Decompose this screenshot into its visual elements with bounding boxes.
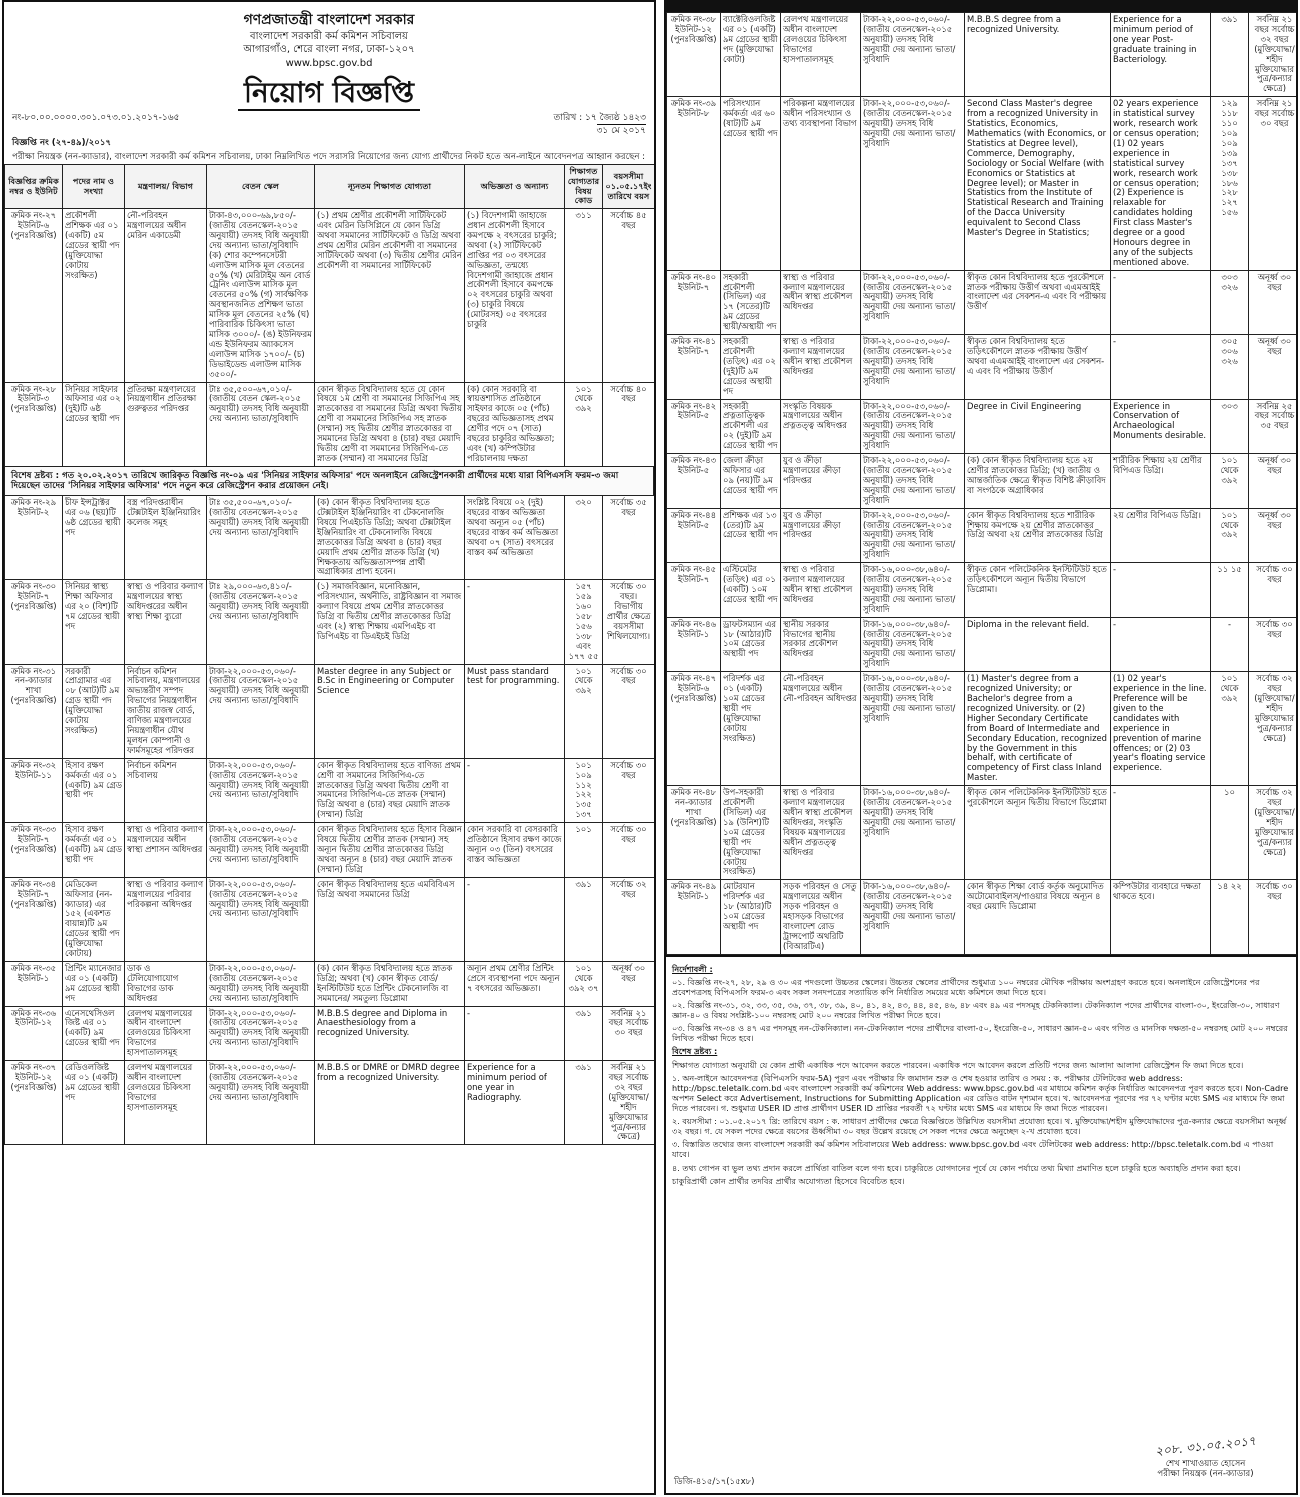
cell-serial: ক্রমিক নং-৪০ ইউনিট-৭ (667, 270, 721, 334)
table-row (5, 961, 655, 1006)
instruction-item: ১. অন-লাইনে আবেদনপত্র (বিপিএসসি ফরম-5A) পূরণ এবং পরীক্ষার ফি জমাদান শুরু ও শেষ হওয়ার তারিখ ও সময় : ক. পরীক্ষার টেলিটকের web address: http://bpsc.teletalk.com.bd এবং বাংলাদেশ সরকারী কর্ম কমিশনের Web address: www.bpsc.gov.bd এর মাধ্যমে কমিশন কর্তৃক নির্ধারিত আবেদনপত্র পূরণ করতে হবে। Non-Cadre অপশন Select করে Advertisement, Instructions for Submitting Application এর রেডিও বাটন দৃশ্যমান হবে। খ. আবেদনপত্র পূরণের পর ৭২ ঘণ্টার মধ্যে SMS এর মাধ্যমে ফি জমা দিতে পারবেন। গ. শুধুমাত্র USER ID প্রাপ্ত প্রার্থীগণ USER ID প্রাপ্তির পরবর্তী ৭২ ঘণ্টার মধ্যে SMS এর মাধ্যমে ফি জমা দিতে পারবেন। (672, 1072, 1289, 1113)
table-row (667, 335, 1299, 399)
table-row (667, 97, 1299, 270)
cell-ministry: নির্বাচন কমিশন সচিবালয়, মন্ত্রণালয়ের অভ্যন্তরীণ সম্পদ বিভাগের নিয়ন্ত্রণাধীন জাতীয় রাজস্ব বোর্ড, বাণিজ্য মন্ত্রণালয়ের নিয়ন্ত্রণাধীন যৌথ মূলধন কোম্পানী ও ফার্মসমূহের পরিদপ্তর (125, 664, 207, 758)
cell-ministry: স্বাস্থ্য ও পরিবার কল্যাণ মন্ত্রণালয়ের অধীন স্বাস্থ্য প্রকৌশল অধিদপ্তর, সংস্কৃতি বিষয়ক মন্ত্রণালয়ের অধীন প্রত্নতত্ত্ব অধিদপ্তর (781, 786, 861, 880)
cell-post: সহকারী প্রকৌশলী (সিভিল) এর ১৭ (সতের)টি ৯ম গ্রেডের স্থায়ী/অস্থায়ী পদ (721, 270, 781, 334)
cell-exp: ২য় শ্রেণীর বিপিএড ডিগ্রি। (1111, 508, 1211, 563)
cell-edu: M.B.B.S degree and Diploma in Anaesthesiology from a recognized University. (315, 1006, 465, 1061)
cell-post: এস্টিমেটর (তড়িৎ) এর ০১ (একটি) ১০ম গ্রেডের স্থায়ী পদ (721, 563, 781, 618)
cell-exp: - (465, 758, 565, 822)
cell-edu: (১) সমাজবিজ্ঞান, মনোবিজ্ঞান, পরিসংখ্যান, অর্থনীতি, রাষ্ট্রবিজ্ঞান বা সমাজ কল্যাণ বিষয়ে প্রথম শ্রেণীর স্নাতকোত্তর ডিগ্রি বা দ্বিতীয় শ্রেণীর স্নাতকোত্তর ডিগ্রি এবং (২) স্বাস্থ্য শিক্ষায় এমপিএইচ বা ডিপিএইচ বা ডিএইচই ডিগ্রি (315, 580, 465, 664)
cell-code: ১৫৭ ১৫৯ ১৬০ ১৫৮ ১৫৬ ১৩৮ এবং ১৭৭ ৫৫ (565, 580, 603, 664)
cell-pay: টাকা-১৬,০০০-৩৮,৬৪০/- (জাতীয় বেতনস্কেল-২০১৫ অনুযায়ী) তদসহ বিধি অনুযায়ী দেয় অন্যান্য ভাতা/সুবিধাদি (861, 672, 965, 786)
cell-code: ৩৯১ (565, 1006, 603, 1061)
cell-serial: ক্রমিক নং-৩৫ ইউনিট-১ (5, 961, 63, 1006)
cell-post: রেডিওলজিষ্ট এর ০১ (একটি) ৯ম গ্রেডের স্থায়ী পদ (63, 1061, 125, 1145)
table-row (667, 617, 1299, 672)
cell-post: সিনিয়র সাইফার অফিসার এর ০২ (দুই)টি ৬ষ্ঠ গ্রেডের স্থায়ী পদ (63, 382, 125, 466)
cell-edu: Master degree in any Subject or B.Sc in Engineering or Computer Science (315, 664, 465, 758)
cell-exp: - (1111, 786, 1211, 880)
cell-edu: কোন স্বীকৃত বিশ্ববিদ্যালয় হতে হিসাব বিজ্ঞান বিষয়ে দ্বিতীয় শ্রেণীর স্নাতক (সম্মান) সহ অন্যূন দ্বিতীয় শ্রেণীর স্নাতকোত্তর ডিগ্রি অথবা অন্যূন ৪ (চার) বছর মেয়াদি স্নাতক (সম্মান) ডিগ্রি (315, 823, 465, 878)
cell-pay: টাকা-২২,০০০-৫৩,০৬০/- (জাতীয় বেতনস্কেল-২০১৫ অনুযায়ী) তদসহ বিধি অনুযায়ী দেয় অন্যান্য ভাতা/সুবিধাদি (861, 270, 965, 334)
cell-exp: কোন সরকারি বা বেসরকারি প্রতিষ্ঠানে হিসাব রক্ষণ কাজে অন্যূন ০৩ (তিন) বৎসরের বাস্তব অভিজ্ঞতা (465, 823, 565, 878)
cell-age: সর্বোচ্চ ৩০ বছর (603, 664, 655, 758)
cell-age: সর্বোচ্চ ৩০ বছর। বিভাগীয় প্রার্থীর ক্ষেত্রে বয়সসীমা শিথিলযোগ্য। (603, 580, 655, 664)
table-row (5, 580, 655, 664)
cell-serial: ক্রমিক নং-৩২ ইউনিট-১১ (5, 758, 63, 822)
cell-edu: কোন স্বীকৃত বিশ্ববিদ্যালয় হতে শারীরিক শিক্ষায় কমপক্ষে ২য় শ্রেণীর স্নাতকোত্তর ডিগ্রি অথবা ২য় শ্রেণীর স্নাতকোত্তর ডিগ্রি (965, 508, 1111, 563)
cell-age: সর্বনিম্ন ২১ বছর সর্বোচ্চ ৩২ বছর (মুক্তিযোদ্ধা/শহীদ মুক্তিযোদ্ধার পুত্র/কন্যার ক্ষেত্রে) (1249, 13, 1299, 97)
cell-post: সহকারী প্রকৌশলী (তড়িৎ) এর ০২ (দুই)টি ৯ম গ্রেডের অস্থায়ী পদ (721, 335, 781, 399)
table-row (667, 563, 1299, 618)
cell-pay: টাকা-১৬,০০০-৩৮,৬৪০/- (জাতীয় বেতনস্কেল-২০১৫ অনুযায়ী) তদসহ বিধি অনুযায়ী দেয় অন্যান্য ভাতা/সুবিধাদি (861, 880, 965, 954)
posts-table-left-2 (4, 495, 655, 1145)
cell-edu: স্বীকৃত কোন পলিটেকনিক ইনস্টিটিউট হতে তড়িৎকৌশলে অন্যূন দ্বিতীয় বিভাগে ডিপ্লোমা। (965, 563, 1111, 618)
cell-exp: - (1111, 335, 1211, 399)
cell-post: সহকারী প্রত্নতাত্ত্বিক প্রকৌশলী এর ০২ (দুই)টি ৯ম গ্রেডের স্থায়ী পদ (721, 399, 781, 454)
cell-ministry: নৌ-পরিবহন মন্ত্রণালয়ের অধীন নৌ-পরিবহন অধিদপ্তর (781, 672, 861, 786)
cell-serial: ক্রমিক নং-২৭ ইউনিট-৬ (পুনঃবিজ্ঞপ্তি) (5, 209, 63, 382)
cell-ministry: নৌ-পরিবহন মন্ত্রণালয়ের অধীন মেরিন একাডেমী (125, 209, 207, 382)
cell-age: সর্বোচ্চ ৩০ বছর (1249, 880, 1299, 954)
cell-exp: (1) 02 year's experience in the line. Preference will be given to the candidates with experience in prevention of marine offences; or (2) 03 year's floating service experience. (1111, 672, 1211, 786)
cell-edu: M.B.B.S degree from a recognized University. (965, 13, 1111, 97)
cell-code: ১০১ থেকে ৩৯২ (565, 382, 603, 466)
cell-edu: স্বীকৃত কোন বিশ্ববিদ্যালয় হতে পুরকৌশলে স্নাতক পরীক্ষায় উত্তীর্ণ অথবা এএমআইই বাংলাদেশ এর সেকশন-এ এবং বি পরীক্ষায় উত্তীর্ণ (965, 270, 1111, 334)
date-bengali: ১৭ জ্যৈষ্ঠ ১৪২৩ (585, 112, 646, 123)
cell-age: সর্বোচ্চ ৪০ বছর (603, 382, 655, 466)
cell-age: সর্বনিম্ন ২৫ বছর সর্বোচ্চ ৩৫ বছর (1249, 399, 1299, 454)
cell-code: ১০১ থেকে ৩৯২ (1211, 508, 1249, 563)
cell-age: অনূর্ধ্ব ৩০ বছর (1249, 508, 1299, 563)
cell-ministry: সড়ক পরিবহন ও সেতু মন্ত্রণালয়ের অধীন সড়ক পরিবহন ও মহাসড়ক বিভাগের বাংলাদেশ রোড ট্রান্সপোর্ট অথরিটি (বিআরটিএ) (781, 880, 861, 954)
instructions-list (672, 977, 1290, 1044)
cell-pay: টাকা-১৬,০০০-৩৮,৬৪০/- (জাতীয় বেতনস্কেল-২০১৫ অনুযায়ী) তদসহ বিধি অনুযায়ী দেয় অন্যান্য ভাতা/সুবিধাদি (861, 563, 965, 618)
cell-serial: ক্রমিক নং-৩৯ ইউনিট-৮ (667, 97, 721, 270)
cell-ministry: রেলপথ মন্ত্রণালয়ের অধীন বাংলাদেশ রেলওয়ের চিকিৎসা বিভাগের হাসপাতালসমূহ (125, 1061, 207, 1145)
cell-exp: - (1111, 270, 1211, 334)
column-header: ন্যূনতম শিক্ষাগত যোগ্যতা (315, 165, 465, 209)
cell-pay: টাঃ ২৯,০০০-৬৩,৪১০/- (জাতীয় বেতনস্কেল-২০১৫ অনুযায়ী) তদসহ বিধি অনুযায়ী দেয় অন্যান্য ভাতা/সুবিধাদি (207, 580, 315, 664)
cell-age: অনূর্ধ্ব ৩০ বছর (1249, 454, 1299, 509)
special-list (672, 1060, 1290, 1186)
intro-text: পরীক্ষা নিয়ন্ত্রক (নন-ক্যাডার), বাংলাদেশ সরকারী কর্ম কমিশন সচিবালয়, ঢাকা নিম্নলিখিত পদে সরাসরি নিয়োগের জন্য যোগ্য প্রার্থীদের নিকট হতে অন-লাইনে আবেদনপত্র আহ্বান করছেন : (12, 152, 646, 163)
table-row (667, 508, 1299, 563)
table-header-row (5, 165, 655, 209)
cell-ministry: স্বাস্থ্য ও পরিবার কল্যাণ মন্ত্রণালয়ের স্বাস্থ্য অধিদপ্তরের অধীন স্বাস্থ্য শিক্ষা ব্যুরো (125, 580, 207, 664)
table-row (667, 786, 1299, 880)
column-header: বেতন স্কেল (207, 165, 315, 209)
cell-post: মোটরযান পরিদর্শক এর ১৮ (আঠার)টি ১০ম গ্রেডের অস্থায়ী পদ (721, 880, 781, 954)
cell-exp: - (465, 1006, 565, 1061)
cell-exp: Experience in Conservation of Archaeological Monuments desirable. (1111, 399, 1211, 454)
cell-pay: টাকা-২২,০০০-৫৩,০৬০/- (জাতীয় বেতনস্কেল-২০১৫ অনুযায়ী) তদসহ বিধি অনুযায়ী দেয় অন্যান্য ভাতা/সুবিধাদি (207, 877, 315, 961)
special-heading: বিশেষ দ্রষ্টব্য : (672, 1046, 718, 1057)
cell-code: - (1211, 617, 1249, 672)
cell-code: ১১ ১৫ (1211, 563, 1249, 618)
cell-exp: (১) বিদেশগামী জাহাজে প্রধান প্রকৌশলী হিসাবে কমপক্ষে ২ বৎসরের চাকুরি; অথবা (২) সার্টিফিকেট প্রাপ্তির পর ০৩ বৎসরের অভিজ্ঞতা, তন্মধ্যে বিদেশগামী জাহাজে প্রধান প্রকৌশলী হিসাবে কমপক্ষে ০২ বৎসরের চাকুরি অথবা (৩) চাকুরি বিষয়ে (মোটরসহ) ০৫ বৎসরের চাকুরি (465, 209, 565, 382)
cell-pay: টাকা-২২,০০০-৫৩,০৬০/- (জাতীয় বেতনস্কেল-২০১৫ অনুযায়ী) তদসহ বিধি অনুযায়ী দেয় অন্যান্য ভাতা/সুবিধাদি (207, 961, 315, 1006)
cell-ministry: সংস্কৃতি বিষয়ক মন্ত্রণালয়ের অধীন প্রত্নতত্ত্ব অধিদপ্তর (781, 399, 861, 454)
special-note: বিশেষ দ্রষ্টব্য : গত ২০.০২.২০১৭ তারিখে জারিকৃত বিজ্ঞপ্তি নং-০৯ এর 'সিনিয়র সাইফার অফিসার' পদে অনলাইনে রেজিস্ট্রেশনকারী প্রার্থীদের মধ্যে যারা বিপিএসসি ফরম-৩ জমা দিয়েছেন তাদের 'সিনিয়র সাইফার অফিসার' পদে নতুন করে রেজিস্ট্রেশন করার প্রয়োজন নেই। (4, 467, 654, 495)
table-row (667, 880, 1299, 954)
cell-serial: ক্রমিক নং-৪৯ ইউনিট-১ (667, 880, 721, 954)
office-name: বাংলাদেশ সরকারী কর্ম কমিশন সচিবালয় (250, 30, 408, 42)
date-box (553, 113, 646, 136)
cell-pay: টাকা-১৬,০০০-৩৮,৬৪০/- (জাতীয় বেতনস্কেল-২০১৫ অনুযায়ী) তদসহ বিধি অনুযায়ী দেয় অন্যান্য ভাতা/সুবিধাদি (861, 617, 965, 672)
cell-code: ১০১ ১০৯ ১১২ ১২২ ১৩৫ ১৩৭ (565, 758, 603, 822)
page-title: নিয়োগ বিজ্ঞপ্তি (4, 76, 654, 109)
table-row (5, 664, 655, 758)
cell-post: সরকারী প্রোগ্রামার এর ০৮ (আট)টি ৯ম গ্রেড স্থায়ী পদ (মুক্তিযোদ্ধা কোটায় সংরক্ষিত) (63, 664, 125, 758)
cell-pay: টাকা-২২,০০০-৫৩,০৬০/- (জাতীয় বেতনস্কেল-২০১৫ অনুযায়ী) তদসহ বিধি অনুযায়ী দেয় অন্যান্য ভাতা/সুবিধাদি (207, 758, 315, 822)
cell-serial: ক্রমিক নং-৩৬ ইউনিট-১২ (5, 1006, 63, 1061)
cell-code: ১০১ থেকে ৩৯২ ৩৭ (565, 961, 603, 1006)
cell-edu: (ক) কোন স্বীকৃত বিশ্ববিদ্যালয় হতে টেক্সটাইল ইঞ্জিনিয়ারিং বা টেকনোলজি বিষয়ে পিএইচডি ডিগ্রি; অথবা টেক্সটাইল ইঞ্জিনিয়ারিং বা টেকনোলজি বিষয়ে স্নাতকোত্তর ডিগ্রি অথবা ৪ (চার) বছর মেয়াদি প্রথম শ্রেণীর স্নাতক ডিগ্রি (খ) শিক্ষকতায় অভিজ্ঞতাসম্পন্ন প্রার্থী অগ্রাধিকার প্রাপ্য হবেন। (315, 496, 465, 580)
cell-exp: Experience for a minimum period of one year in Radiography. (465, 1061, 565, 1145)
table-row (667, 270, 1299, 334)
table-row (667, 13, 1299, 97)
website[interactable]: www.bpsc.gov.bd (285, 58, 373, 70)
ad-number: বিজ্ঞপ্তি নং (২৭-৪৯)/২০১৭ (12, 138, 112, 149)
header (4, 2, 654, 109)
cell-age: সর্বনিম্ন ২১ বছর সর্বোচ্চ ৩০ বছর (603, 1006, 655, 1061)
cell-code: ৩০৩ (1211, 399, 1249, 454)
cell-age: অনূর্ধ্ব ৩০ বছর (1249, 335, 1299, 399)
column-header: বিজ্ঞপ্তির ক্রমিক নম্বর ও ইউনিট (5, 165, 63, 209)
cell-age: সর্বোচ্চ ৩৫ বছর (603, 496, 655, 580)
cell-edu: স্বীকৃত কোন পলিটেকনিক ইনস্টিটিউট হতে পুরকৌশলে অন্যূন দ্বিতীয় বিভাগে ডিপ্লোমা (965, 786, 1111, 880)
cell-code: ১০১ থেকে ৩৯২ (565, 664, 603, 758)
cell-post: প্রিন্টিং ম্যানেজার এর ০১ (একটি) ৯ম গ্রেডের স্থায়ী পদ (63, 961, 125, 1006)
cell-ministry: স্বাস্থ্য ও পরিবার কল্যাণ মন্ত্রণালয়ের অধীন স্বাস্থ্য প্রশাসন অধিদপ্তর (125, 823, 207, 878)
cell-code: ১০১ (565, 823, 603, 878)
cell-serial: ক্রমিক নং-৪৭ ইউনিট-৬ (পুনঃবিজ্ঞপ্তি) (667, 672, 721, 786)
cell-ministry: বস্ত্র পরিদপ্তরাধীন টেক্সটাইল ইঞ্জিনিয়ারিং কলেজ সমূহ (125, 496, 207, 580)
cell-edu: কোন স্বীকৃত বিশ্ববিদ্যালয় হতে যে কোন বিষয়ে ১ম শ্রেণী বা সমমানের সিজিপিএ সহ স্নাতকোত্তর বা সমমানের ডিগ্রি অথবা দ্বিতীয় শ্রেণী বা সমমানের সিজিপিএ সহ স্নাতক (সম্মান) সহ দ্বিতীয় শ্রেণীর স্নাতকোত্তর বা সমমানের ডিগ্রি অথবা ৪ (চার) বছর মেয়াদি দ্বিতীয় শ্রেণী বা সমমানের সিজিপিএ-তে স্নাতক (সম্মান) বা সমমানের ডিগ্রি (315, 382, 465, 466)
instruction-item: ০৩. বিজ্ঞপ্তি নং-৩৪ ও ৪৭ এর পদসমূহ নন-টেকনিক্যাল। নন-টেকনিক্যাল পদের প্রার্থীদের বাংলা-৫০, ইংরেজি-৫০, সাধারণ জ্ঞান-৫০ এবং গণিত ও মানসিক দক্ষতা-৫০ নম্বরসহ মোট ২০০ নম্বরের লিখিত পরীক্ষা দিতে হবে। (672, 1023, 1288, 1044)
cell-ministry: প্রতিরক্ষা মন্ত্রণালয়ের নিয়ন্ত্রণাধীন প্রতিরক্ষা গুরুত্বতর পরিদপ্তর (125, 382, 207, 466)
cell-edu: Second Class Master's degree from a recognized University in Statistics, Economics, Mathematics (with Economics, or Statistics at Degree level), Commerce, Demography, Sociology or Social Welfare (with Economics or Statistics at Degree level); or Master in Statistics from the Institute of Statistical Research and Training of the Dacca University equivalent to Second Class Master's Degree in Statistics; (965, 97, 1111, 270)
cell-exp: (ক) কোন সরকারি বা স্বায়ত্তশাসিত প্রতিষ্ঠানে সাইফার কাজে ০৫ (পাঁচ) বছরের অভিজ্ঞতাসহ প্রথম শ্রেণীর পদে ০৭ (সাত) বছরের চাকুরির অভিজ্ঞতা; এবং (খ) কম্পিউটার পরিচালনায় দক্ষতা (465, 382, 565, 466)
table-row (5, 823, 655, 878)
cell-edu: Degree in Civil Engineering (965, 399, 1111, 454)
cell-exp: Experience for a minimum period of one year Post-graduate training in Bacteriology. (1111, 13, 1211, 97)
cell-exp: - (1111, 563, 1211, 618)
cell-ministry: পরিকল্পনা মন্ত্রণালয়ের অধীন পরিসংখ্যান ও তথ্য ব্যবস্থাপনা বিভাগ (781, 97, 861, 270)
cell-pay: টাকা-২২,০০০-৫৩,০৬০/- (জাতীয় বেতনস্কেল-২০১৫ অনুযায়ী) তদসহ বিধি অনুযায়ী দেয় অন্যান্য ভাতা/সুবিধাদি (861, 97, 965, 270)
table-row (5, 209, 655, 382)
signatory-name: শেখ শাখাওয়াত হোসেন (1165, 1458, 1246, 1469)
cell-post: হিসাব রক্ষণ কর্মকর্তা এর ০১ (একটি) ৯ম গ্রেড স্থায়ী পদ (63, 823, 125, 878)
cell-serial: ক্রমিক নং-৪৪ ইউনিট-৫ (667, 508, 721, 563)
instruction-item: ৪. তথ্য গোপন বা ভুল তথ্য প্রদান করলে প্রার্থিতা বাতিল বলে গণ্য হবে। চাকুরিতে যোগদানের পূর্বে যে কোন পর্যায়ে তথ্য মিথ্যা প্রমাণিত হলে চাকুরি হতে অব্যাহতি প্রদান করা হবে। (672, 1162, 1241, 1173)
cell-pay: টাকা-৪৩,০০০-৬৯,৮৫০/- (জাতীয় বেতনস্কেল-২০১৫ অনুযায়ী) তদসহ বিধি অনুযায়ী দেয় অন্যান্য ভাতা/সুবিধাদি (ক) শোর কম্পেনসেটরী এলাউন্স মাসিক মূল বেতনের ৫০% (খ) মেরিটাইম অন বোর্ড ট্রেনিং এলাউন্স মাসিক মূল বেতনের ৫০% (গ) সার্বক্ষণিক অবস্থানজনিত প্রশিক্ষণ ভাতা মাসিক মূল বেতনের ২৫% (ঘ) পারিবারিক চিকিৎসা ভাতা মাসিক ৩০০০/- (ঙ) ইউনিফরম এন্ড ইউনিফরম অ্যাকসেস এলাউন্স মাসিক ১৭০০/- (চ) ডিভাইডেন্ড এলাউন্স মাসিক ৩৫০০/- (207, 209, 315, 382)
cell-age: সর্বোচ্চ ৩০ বছর (603, 823, 655, 878)
cell-ministry: স্বাস্থ্য ও পরিবার কল্যাণ মন্ত্রণালয়ের অধীন স্বাস্থ্য প্রকৌশল অধিদপ্তর (781, 335, 861, 399)
signature: ২০৮. ৩১.০৫.২০১৭ (1154, 1433, 1257, 1459)
cell-serial: ক্রমিক নং-২৯ ইউনিট-২ (5, 496, 63, 580)
cell-ministry: যুব ও ক্রীড়া মন্ত্রণালয়ের ক্রীড়া পরিদপ্তর (781, 454, 861, 509)
instruction-item: ২. বয়সসীমা : ০১.০৫.২০১৭ খ্রি: তারিখে বয়স : ক. সাধারণ প্রার্থীদের ক্ষেত্রে বিজ্ঞপ্তিতে উল্লিখিত বয়সসীমা প্রযোজ্য হবে। খ. মুক্তিযোদ্ধা/শহীদ মুক্তিযোদ্ধাদের পুত্র-কন্যার ক্ষেত্রে বয়সসীমা অনূর্ধ্ব ৩২ বছর। গ. যে সকল পদের ক্ষেত্রে বয়সের ঊর্ধ্বসীমা ৩০ বছর উল্লেখ রয়েছে সে সকল পদের ক্ষেত্রে অনুচ্ছেদ ২-খ প্রযোজ্য হবে। (672, 1116, 1287, 1137)
cell-code: ১৪ ২২ (1211, 880, 1249, 954)
cell-ministry: ডাক ও টেলিযোগাযোগ বিভাগের ডাক অধিদপ্তর (125, 961, 207, 1006)
cell-serial: ক্রমিক নং-৪৩ ইউনিট-৫ (667, 454, 721, 509)
cell-pay: টাকা-২২,০০০-৫৩,০৬০/- (জাতীয় বেতনস্কেল-২০১৫ অনুযায়ী) তদসহ বিধি অনুযায়ী দেয় অন্যান্য ভাতা/সুবিধাদি (861, 399, 965, 454)
cell-code: ৩৯১ (1211, 13, 1249, 97)
cell-serial: ক্রমিক নং-৪৬ ইউনিট-১ (667, 617, 721, 672)
table-row (667, 454, 1299, 509)
cell-pay: টাকা-২২,০০০-৫৩,০৬০/- (জাতীয় বেতনস্কেল-২০১৫ অনুযায়ী) তদসহ বিধি অনুযায়ী দেয় অন্যান্য ভাতা/সুবিধাদি (861, 335, 965, 399)
instruction-item: ০২. বিজ্ঞপ্তি নং-৩১, ৩২, ৩৩, ৩৫, ৩৬, ৩৭, ৩৮, ৩৯, ৪০, ৪১, ৪২, ৪৩, ৪৪, ৪৫, ৪৬, ৪৮ এবং ৪৯ এর পদসমূহ টেকনিক্যাল। টেকনিক্যাল পদের প্রার্থীদের বাংলা-৩০, ইংরেজি-৩০, সাধারণ জ্ঞান-৪০ ও বিষয় সংশ্লিষ্ট-১০০ নম্বরসহ মোট ২০০ নম্বরের লিখিত পরীক্ষা দিতে হবে। (672, 999, 1280, 1021)
cell-serial: ক্রমিক নং-৩৭ ইউনিট-১২ (পুনঃবিজ্ঞপ্তি) (5, 1061, 63, 1145)
cell-edu: কোন স্বীকৃত শিক্ষা বোর্ড কর্তৃক অনুমোদিত অটোমোবাইলস/পাওয়ার বিষয়ে অন্যূন ৪ বছর মেয়াদি ডিপ্লোমা (965, 880, 1111, 954)
signatory-designation: পরীক্ষা নিয়ন্ত্রক (নন-ক্যাডার) (1157, 1468, 1254, 1479)
cell-code: ৩৯১ (565, 877, 603, 961)
instruction-item: চাকুরিপ্রার্থী কোন প্রার্থীর তদবির প্রার্থীর অযোগ্যতা হিসেবে বিবেচিত হবে। (672, 1175, 905, 1186)
cell-serial: ক্রমিক নং-৪২ ইউনিট-৫ (667, 399, 721, 454)
cell-post: ড্রাফটসম্যান এর ১৮ (আঠার)টি ১০ম গ্রেডের অস্থায়ী পদ (721, 617, 781, 672)
table-row (667, 399, 1299, 454)
memo-number: নং-৮০.০০.০০০০.৩০১.০৭৩.০১.২০১৭-১৬৫ (12, 112, 180, 123)
govt-name: গণপ্রজাতন্ত্রী বাংলাদেশ সরকার (243, 12, 415, 28)
cell-code: ৩১১ (565, 209, 603, 382)
cell-post: চীফ ইন্সট্রাক্টর এর ০৬ (ছয়)টি ৬ষ্ঠ গ্রেডের স্থায়ী পদ (63, 496, 125, 580)
instruction-item: শিক্ষাগত যোগ্যতা অনুযায়ী যে কোন প্রার্থী একাধিক পদে আবেদন করতে পারবেন। একাধিক পদে আবেদন করলে প্রতিটি পদের জন্য আলাদা আলাদা রেজিস্ট্রেশন ফি জমা দিতে হবে। (672, 1059, 1244, 1070)
table-row (5, 758, 655, 822)
column-header: মন্ত্রণালয়/ বিভাগ (125, 165, 207, 209)
cell-code: ১০১ থেকে ৩৯২ (1211, 454, 1249, 509)
cell-age: সর্বোচ্চ ৩০ বছর (603, 758, 655, 822)
cell-code: ৩৯১ (565, 1061, 603, 1145)
cell-ministry: স্বাস্থ্য ও পরিবার কল্যাণ মন্ত্রণালয়ের অধীন স্বাস্থ্য প্রকৌশল অধিদপ্তর (781, 270, 861, 334)
cell-age: সর্বোচ্চ ৩২ বছর (মুক্তিযোদ্ধা/শহীদ মুক্তিযোদ্ধার পুত্র/কন্যার ক্ষেত্রে) (1249, 672, 1299, 786)
instruction-item: ৩. বিস্তারিত তথ্যের জন্য বাংলাদেশ সরকারী কর্ম কমিশন সচিবালয়ের Web address: www.bpsc.gov.bd এবং টেলিটকের web address: http://bpsc.teletalk.com.bd এ পাওয়া যাবে। (672, 1139, 1274, 1160)
cell-exp: Must pass standard test for programming. (465, 664, 565, 758)
cell-serial: ক্রমিক নং-৪১ ইউনিট-৭ (667, 335, 721, 399)
cell-edu: (ক) কোন স্বীকৃত বিশ্ববিদ্যালয় হতে স্নাতক ডিগ্রি; অথবা (খ) কোন স্বীকৃত বোর্ড/ ইনস্টিটিউট হতে প্রিন্টিং টেকনোলজি বা সমমানের/ সমতুল্য ডিপ্লোমা (315, 961, 465, 1006)
cell-post: প্রশিক্ষক এর ১৩ (তের)টি ৯ম গ্রেডের স্থায়ী পদ (721, 508, 781, 563)
cell-edu: কোন স্বীকৃত বিশ্ববিদ্যালয় হতে বাণিজ্য প্রথম শ্রেণী বা সমমানের সিজিপিএ-তে স্নাতকোত্তর ডিগ্রি অথবা দ্বিতীয় শ্রেণী বা সমমানের সিজিপিএ-তে স্নাতক (সম্মান) ডিগ্রি অথবা ৪ (চার) বছর মেয়াদি স্নাতক (সম্মান) ডিগ্রি (315, 758, 465, 822)
table-row (5, 1006, 655, 1061)
cell-serial: ক্রমিক নং-৪৮ নন-ক্যাডার শাখা (পুনঃবিজ্ঞপ্তি) (667, 786, 721, 880)
cell-post: পরিসংখ্যান কর্মকর্তা এর ৬০ (ষাট)টি ৯ম গ্রেডের স্থায়ী পদ (721, 97, 781, 270)
cell-serial: ক্রমিক নং-২৮ ইউনিট-৩ (পুনঃবিজ্ঞপ্তি) (5, 382, 63, 466)
cell-ministry: স্বাস্থ্য ও পরিবার কল্যাণ মন্ত্রণালয়ের অধীন স্বাস্থ্য প্রকৌশল অধিদপ্তর (781, 563, 861, 618)
cell-ministry: যুব ও ক্রীড়া মন্ত্রণালয়ের ক্রীড়া পরিদপ্তর (781, 508, 861, 563)
table-row (5, 382, 655, 466)
cell-code: ৩০৫ ৩০৬ ৩২৬ (1211, 335, 1249, 399)
cell-exp: - (465, 580, 565, 664)
cell-ministry: স্বাস্থ্য ও পরিবার কল্যাণ মন্ত্রণালয়ের পরিবার পরিকল্পনা অধিদপ্তর (125, 877, 207, 961)
cell-code: ১০ (1211, 786, 1249, 880)
cell-age: সর্বনিম্ন ২১ বছর সর্বোচ্চ ৩০ বছর (1249, 97, 1299, 270)
cell-post: এনেসথেসিওলজিষ্ট এর ০১ (একটি) ৯ম গ্রেডের স্থায়ী পদ (63, 1006, 125, 1061)
cell-pay: টাকা-২২,০০০-৫৩,০৬০/- (জাতীয় বেতনস্কেল-২০১৫ অনুযায়ী) তদসহ বিধি অনুযায়ী দেয় অন্যান্য ভাতা/সুবিধাদি (207, 1006, 315, 1061)
cell-ministry: নির্বাচন কমিশন সচিবালয় (125, 758, 207, 822)
cell-serial: ক্রমিক নং-৩৮ ইউনিট-১২ (পুনঃবিজ্ঞপ্তি) (667, 13, 721, 97)
cell-age: সর্বোচ্চ ৩২ বছর (603, 877, 655, 961)
top-strip (666, 2, 1296, 12)
cell-post: প্রকৌশলী প্রশিক্ষক এর ০১ (একটি) ৫ম গ্রেডের স্থায়ী পদ (মুক্তিযোদ্ধা কোটায় সংরক্ষিত) (63, 209, 125, 382)
cell-serial: ক্রমিক নং-৪৫ ইউনিট-৭ (667, 563, 721, 618)
cell-ministry: স্থানীয় সরকার বিভাগের স্থানীয় সরকার প্রকৌশল অধিদপ্তর (781, 617, 861, 672)
column-header: অভিজ্ঞতা ও অন্যান্য (465, 165, 565, 209)
instruction-item: ০১. বিজ্ঞপ্তি নং-২৭, ২৮, ২৯ ও ৩০ এর পদগুলো উচ্চতর স্কেলের। উচ্চতর স্কেলের প্রার্থীদের শুধুমাত্র ১০০ নম্বরের মৌখিক পরীক্ষায় অংশগ্রহণ করতে হবে। অনলাইনে রেজিস্ট্রেশনের পর প্রবেশপত্রসহ বিপিএসসি ফরম-৩ এবং সকল সনদপত্রের সত্যায়িত কপি নির্ধারিত সময়ের মধ্যে কমিশনে জমা দিতে হবে। (672, 976, 1260, 997)
column-header: বয়সসীমা ০১.০৫.১৭ইং তারিখে বয়স (603, 165, 655, 209)
cell-serial: ক্রমিক নং-৩০ ইউনিট-৭ (পুনঃবিজ্ঞপ্তি) (5, 580, 63, 664)
cell-edu: (1) Master's degree from a recognized University; or Bachelor's degree from a recognized University. or (2) Higher Secondary Certificate from Board of Intermediate and Secondary Education, recognized by the Government in this behalf, with certificate of competency of First class Inland Master. (965, 672, 1111, 786)
cell-serial: ক্রমিক নং-৩৪ ইউনিট-৭ (পুনঃবিজ্ঞপ্তি) (5, 877, 63, 961)
cell-code: ৩২০ (565, 496, 603, 580)
cell-edu: কোন স্বীকৃত বিশ্ববিদ্যালয় হতে এমবিবিএস ডিগ্রি অথবা সমমানের ডিগ্রি (315, 877, 465, 961)
cell-post: মেডিকেল অফিসার (নন-ক্যাডার) এর ১৫২ (একশত বায়ান্ন)টি ৯ম গ্রেডের স্থায়ী পদ (মুক্তিযোদ্ধা কোটায়) (63, 877, 125, 961)
date-gregorian: ৩১ মে ২০১৭ (596, 125, 646, 136)
cell-age: সর্বনিম্ন ২১ বছর সর্বোচ্চ ৩২ বছর (মুক্তিযোদ্ধা/শহীদ মুক্তিযোদ্ধার পুত্র/কন্যার ক্ষেত্রে) (603, 1061, 655, 1145)
cell-age: সর্বোচ্চ ৪৫ বছর (603, 209, 655, 382)
left-column (2, 0, 656, 1495)
cell-edu: (১) প্রথম শ্রেণীর প্রকৌশলী সার্টিফিকেট এবং মেরিন ডিসিপ্লিনে যে কোন ডিগ্রি অথবা সমমানের সার্টিফিকেট ও ডিগ্রি অথবা প্রথম শ্রেণীর মেরিন প্রকৌশলী বা সমমানের সার্টিফিকেট অথবা (৩) দ্বিতীয় শ্রেণীর মেরিন প্রকৌশলী বা সমমানের সার্টিফিকেট (315, 209, 465, 382)
cell-post: হিসাব রক্ষণ কর্মকর্তা এর ০১ (একটি) ৯ম গ্রেড স্থায়ী পদ (63, 758, 125, 822)
cell-exp: - (465, 877, 565, 961)
cell-pay: টাকা-২২,০০০-৫৩,০৬০/- (জাতীয় বেতনস্কেল-২০১৫ অনুযায়ী) তদসহ বিধি অনুযায়ী দেয় অন্যান্য ভাতা/সুবিধাদি (861, 13, 965, 97)
signature-block (1154, 1433, 1257, 1479)
cell-post: সিনিয়র স্বাস্থ্য শিক্ষা অফিসার এর ২০ (বিশ)টি ৭ম গ্রেডের স্থায়ী পদ (63, 580, 125, 664)
column-header: পদের নাম ও সংখ্যা (63, 165, 125, 209)
cell-age: অনূর্ধ্ব ৩০ বছর (1249, 270, 1299, 334)
cell-edu: M.B.B.S or DMRE or DMRD degree from a recognized University. (315, 1061, 465, 1145)
cell-exp: কম্পিউটার ব্যবহারে দক্ষতা থাকতে হবে। (1111, 880, 1211, 954)
cell-pay: টাঃ ৩৫,৫০০-৬৭,০১০/- (জাতীয় বেতনস্কেল-২০১৫ অনুযায়ী) তদসহ বিধি অনুযায়ী দেয় অন্যান্য ভাতা/সুবিধাদি (207, 496, 315, 580)
cell-pay: টাকা-২২,০০০-৫৩,০৬০/- (জাতীয় বেতনস্কেল-২০১৫ অনুযায়ী) তদসহ বিধি অনুযায়ী দেয় অন্যান্য ভাতা/সুবিধাদি (861, 508, 965, 563)
cell-age: সর্বোচ্চ ৩২ বছর (মুক্তিযোদ্ধা/শহীদ মুক্তিযোদ্ধার পুত্র/কন্যার ক্ষেত্রে) (1249, 786, 1299, 880)
table-row (667, 672, 1299, 786)
posts-table-left (4, 164, 655, 466)
cell-exp: 02 years experience in statistical survey work, research work or census operation; (1) 02 years experience in statistical survey work, research work or census operation; (2) Experience is relaxable for candidates holding First class Master's degree or a good Honours degree in any of the subjects mentioned above. (1111, 97, 1211, 270)
cell-exp: শারীরিক শিক্ষায় ২য় শ্রেণীর বিপিএড ডিগ্রি। (1111, 454, 1211, 509)
cell-pay: টাকা-২২,০০০-৫৩,০৬০/- (জাতীয় বেতনস্কেল-২০১৫ অনুযায়ী) তদসহ বিধি অনুযায়ী দেয় অন্যান্য ভাতা/সুবিধাদি (207, 823, 315, 878)
cell-exp: সংশ্লিষ্ট বিষয়ে ০২ (দুই) বছরের বাস্তব অভিজ্ঞতা অথবা অন্যূন ০৫ (পাঁচ) বছরের বাস্তব কর্ম অভিজ্ঞতা অথবা ০৭ (সাত) বৎসরের বাস্তব কর্ম অভিজ্ঞতা (465, 496, 565, 580)
cell-post: ব্যাক্টেরিওলজিষ্ট এর ০১ (একটি) ৯ম গ্রেডের স্থায়ী পদ (মুক্তিযোদ্ধা কোটা) (721, 13, 781, 97)
cell-code: ১২৯ ১১৮ ১১০ ১০৯ ১০৯ ১৩৯ ১৩৭ ১৩৮ ১৮৬ ১২৮ ১২৭ ১৫৬ (1211, 97, 1249, 270)
cell-edu: স্বীকৃত কোন বিশ্ববিদ্যালয় হতে তড়িৎকৌশলে স্নাতক পরীক্ষায় উত্তীর্ণ অথবা এএমআইই বাংলাদেশ এর সেকশন-এ এবং বি পরীক্ষায় উত্তীর্ণ (965, 335, 1111, 399)
cell-edu: (ক) কোন স্বীকৃত বিশ্ববিদ্যালয় হতে ২য় শ্রেণীর স্নাতকোত্তর ডিগ্রি; (খ) জাতীয় ও আন্তর্জাতিক ক্ষেত্রে স্বীকৃত বিশিষ্ট ক্রীড়াবিদ বা সংগঠকে অগ্রাধিকার (965, 454, 1111, 509)
cell-pay: টাকা-২২,০০০-৫৩,০৬০/- (জাতীয় বেতনস্কেল-২০১৫ অনুযায়ী) তদসহ বিধি অনুযায়ী দেয় অন্যান্য ভাতা/সুবিধাদি (207, 664, 315, 758)
table-row (5, 1061, 655, 1145)
cell-serial: ক্রমিক নং-৩১ নন-ক্যাডার শাখা (পুনঃবিজ্ঞপ্তি) (5, 664, 63, 758)
cell-exp: অন্যূন প্রথম শ্রেণীর প্রিন্টিং প্রেসে ব্যবস্থাপনা পদে অন্যূন ৭ বৎসরের অভিজ্ঞতা। (465, 961, 565, 1006)
cell-age: সর্বোচ্চ ৩০ বছর (1249, 563, 1299, 618)
cell-edu: Diploma in the relevant field. (965, 617, 1111, 672)
cell-ministry: রেলপথ মন্ত্রণালয়ের অধীন বাংলাদেশ রেলওয়ের চিকিৎসা বিভাগের হাসপাতালসমূহ (125, 1006, 207, 1061)
column-header: শিক্ষাগত যোগ্যতার বিষয় কোড (565, 165, 603, 209)
cell-pay: টাকা-২২,০০০-৫৩,০৬০/- (জাতীয় বেতনস্কেল-২০১৫ অনুযায়ী) তদসহ বিধি অনুযায়ী দেয় অন্যান্য ভাতা/সুবিধাদি (861, 454, 965, 509)
cell-age: অনূর্ধ্ব ৩০ বছর (603, 961, 655, 1006)
cell-code: ৩০৩ ৩২৬ (1211, 270, 1249, 334)
table-row (5, 877, 655, 961)
cell-post: উপ-সহকারী প্রকৌশলী (সিভিল) এর ১৯ (উনিশ)টি ১০ম গ্রেডের স্থায়ী পদ (মুক্তিযোদ্ধা কোটায় সংরক্ষিত) (721, 786, 781, 880)
right-column (664, 0, 1298, 1495)
cell-post: পরিদর্শক এর ০১ (একটি) ১০ম গ্রেডের স্থায়ী পদ (মুক্তিযোদ্ধা কোটায় সংরক্ষিত) (721, 672, 781, 786)
table-row (5, 496, 655, 580)
instructions-heading: নির্দেশাবলী : (672, 963, 713, 974)
cell-exp: - (1111, 617, 1211, 672)
cell-ministry: রেলপথ মন্ত্রণালয়ের অধীন বাংলাদেশ রেলওয়ের চিকিৎসা বিভাগের হাসপাতালসমূহ (781, 13, 861, 97)
cell-pay: টাকা-২২,০০০-৫৩,০৬০/- (জাতীয় বেতনস্কেল-২০১৫ অনুযায়ী) তদসহ বিধি অনুযায়ী দেয় অন্যান্য ভাতা/সুবিধাদি (207, 1061, 315, 1145)
cell-pay: টাকা-১৬,০০০-৩৮,৬৪০/- (জাতীয় বেতনস্কেল-২০১৫ অনুযায়ী) তদসহ বিধি অনুযায়ী দেয় অন্যান্য ভাতা/সুবিধাদি (861, 786, 965, 880)
meta-row (4, 113, 654, 136)
date-label: তারিখ : (553, 112, 583, 123)
cell-age: সর্বোচ্চ ৩০ বছর (1249, 617, 1299, 672)
cell-post: জেলা ক্রীড়া অফিসার এর ০৯ (নয়)টি ৯ম গ্রেডের স্থায়ী পদ (721, 454, 781, 509)
office-address: আগারগাঁও, শেরে বাংলা নগর, ঢাকা-১২০৭ (243, 44, 415, 56)
reference-number: ডিজি-৪১৫/১৭(১৫x৮) (674, 1476, 755, 1487)
cell-pay: টাঃ ৩৫,৫০০-৬৭,০১০/- (জাতীয় বেতন স্কেল-২০১৫ অনুযায়ী) তদসহ বিধি অনুযায়ী দেয় অন্যান্য ভাতা/সুবিধাদি (207, 382, 315, 466)
cell-code: ১০১ থেকে ৩৯২ (1211, 672, 1249, 786)
instructions (666, 955, 1296, 1193)
posts-table-right (666, 12, 1298, 955)
cell-serial: ক্রমিক নং-৩৩ ইউনিট-৭ (পুনঃবিজ্ঞপ্তি) (5, 823, 63, 878)
